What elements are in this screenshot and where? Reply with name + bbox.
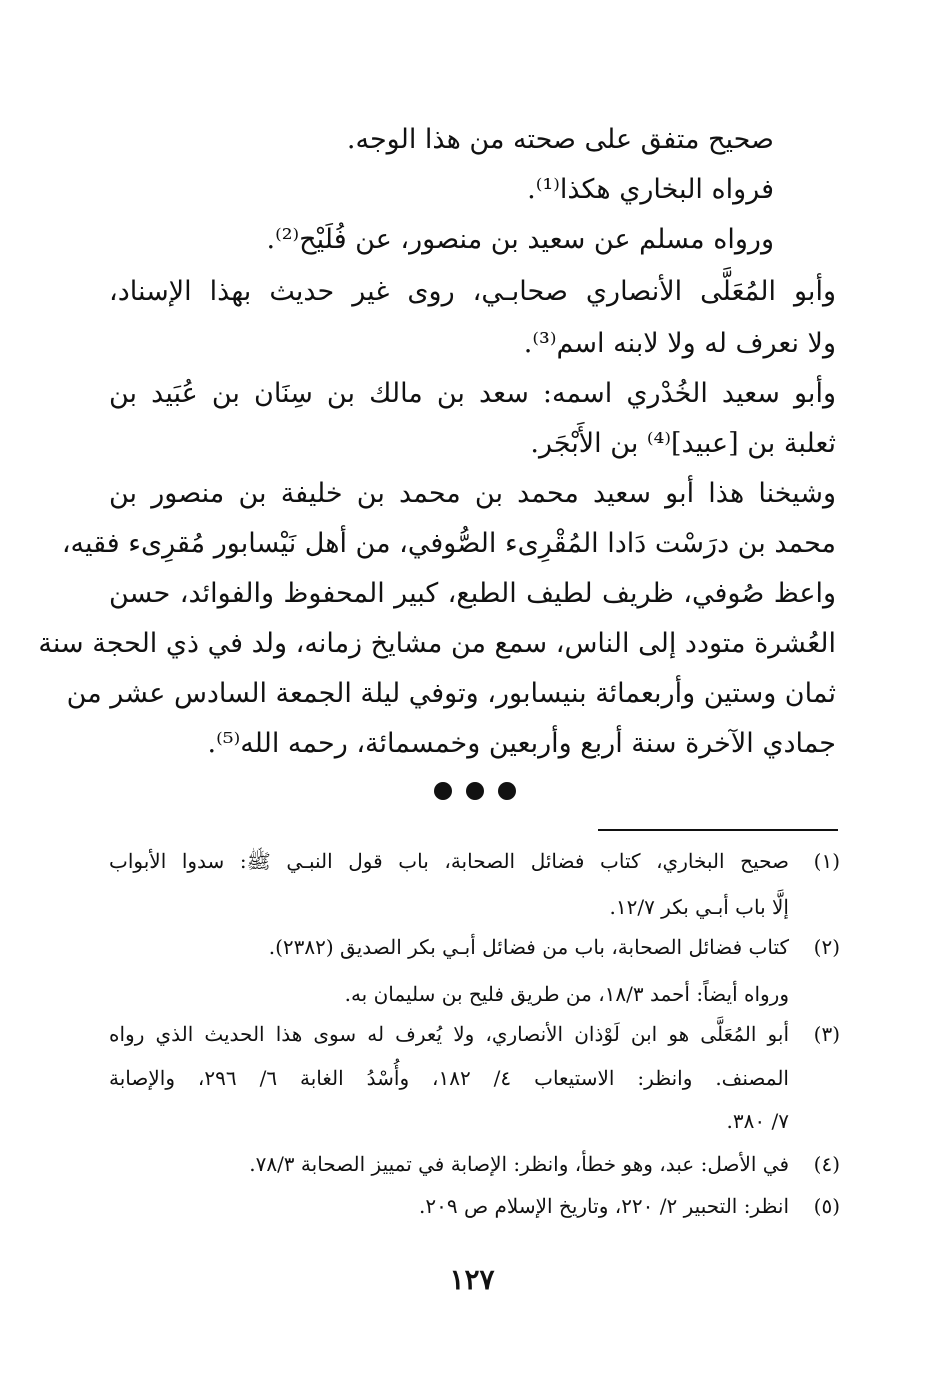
- body-line: وأبو المُعَلَّى الأنصاري صحابـي، روى غير حديث بهذا الإسناد،: [109, 276, 836, 307]
- body-line: ورواه مسلم عن سعيد بن منصور، عن فُلَيْح⁽²⁾.: [266, 224, 774, 255]
- section-separator: [434, 780, 516, 802]
- separator-dot: [466, 782, 484, 800]
- footnote-line: صحيح البخاري، كتاب فضائل الصحابة، باب قول النبـي ﷺ: سدوا الأبواب: [109, 849, 789, 873]
- body-line: فرواه البخاري هكذا⁽¹⁾.: [527, 174, 774, 205]
- body-line: ثمان وستين وأربعمائة بنيسابور، وتوفي ليلة الجمعة السادس عشر من: [66, 678, 836, 709]
- body-line: ولا نعرف له ولا لابنه اسم⁽³⁾.: [523, 328, 836, 359]
- footnote-number: (١): [813, 849, 840, 873]
- footnote-line: انظر: التحبير ٢/ ٢٢٠، وتاريخ الإسلام ص ٢٠٩.: [419, 1194, 789, 1218]
- footnote-number: (٢): [813, 935, 840, 959]
- footnote-rule: [598, 829, 838, 831]
- body-line: وشيخنا هذا أبو سعيد محمد بن محمد بن خليفة بن منصور بن: [109, 478, 836, 509]
- body-line: جمادي الآخرة سنة أربع وأربعين وخمسمائة، رحمه الله⁽⁵⁾.: [207, 728, 836, 759]
- body-line: العُشرة متودد إلى الناس، سمع من مشايخ زمانه، ولد في ذي الحجة سنة: [38, 628, 836, 659]
- body-line: صحيح متفق على صحته من هذا الوجه.: [346, 124, 774, 155]
- footnote-line: في الأصل: عبد، وهو خطأ، وانظر: الإصابة في تمييز الصحابة ٧٨/٣.: [249, 1152, 789, 1176]
- footnote-line: ٧/ ٣٨٠.: [726, 1109, 789, 1133]
- footnote-line: كتاب فضائل الصحابة، باب من فضائل أبـي بكر الصديق (٢٣٨٢).: [268, 935, 789, 959]
- footnote-number: (٤): [813, 1152, 840, 1176]
- separator-dot: [434, 782, 452, 800]
- separator-dot: [498, 782, 516, 800]
- footnote-line: المصنف. وانظر: الاستيعاب ٤/ ١٨٢، وأُسْدُ الغابة ٦/ ٢٩٦، والإصابة: [109, 1066, 789, 1090]
- body-line: ثعلبة بن [عبيد]⁽⁴⁾ بن الأَبْجَر.: [530, 428, 836, 459]
- footnote-line: أبو المُعَلَّى هو ابن لَوْذان الأنصاري، ولا يُعرف له سوى هذا الحديث الذي رواه: [109, 1022, 789, 1046]
- footnote-number: (٥): [813, 1194, 840, 1218]
- footnote-number: (٣): [813, 1022, 840, 1046]
- body-line: محمد بن درَسْت دَادا المُقْرِىء الصُّوفي، من أهل نَيْسابور مُقرِىء فقيه،: [61, 528, 836, 559]
- body-line: واعظ صُوفي، ظريف لطيف الطبع، كبير المحفوظ والفوائد، حسن: [109, 578, 836, 609]
- footnote-line: ورواه أيضاً: أحمد ١٨/٣، من طريق فليح بن سليمان به.: [344, 982, 789, 1006]
- body-line: وأبو سعيد الخُدْري اسمه: سعد بن مالك بن سِنَان بن عُبَيد بن: [109, 378, 836, 409]
- page-number: ١٢٧: [449, 1263, 495, 1296]
- footnote-line: إلَّا باب أبـي بكر ١٢/٧.: [609, 895, 789, 919]
